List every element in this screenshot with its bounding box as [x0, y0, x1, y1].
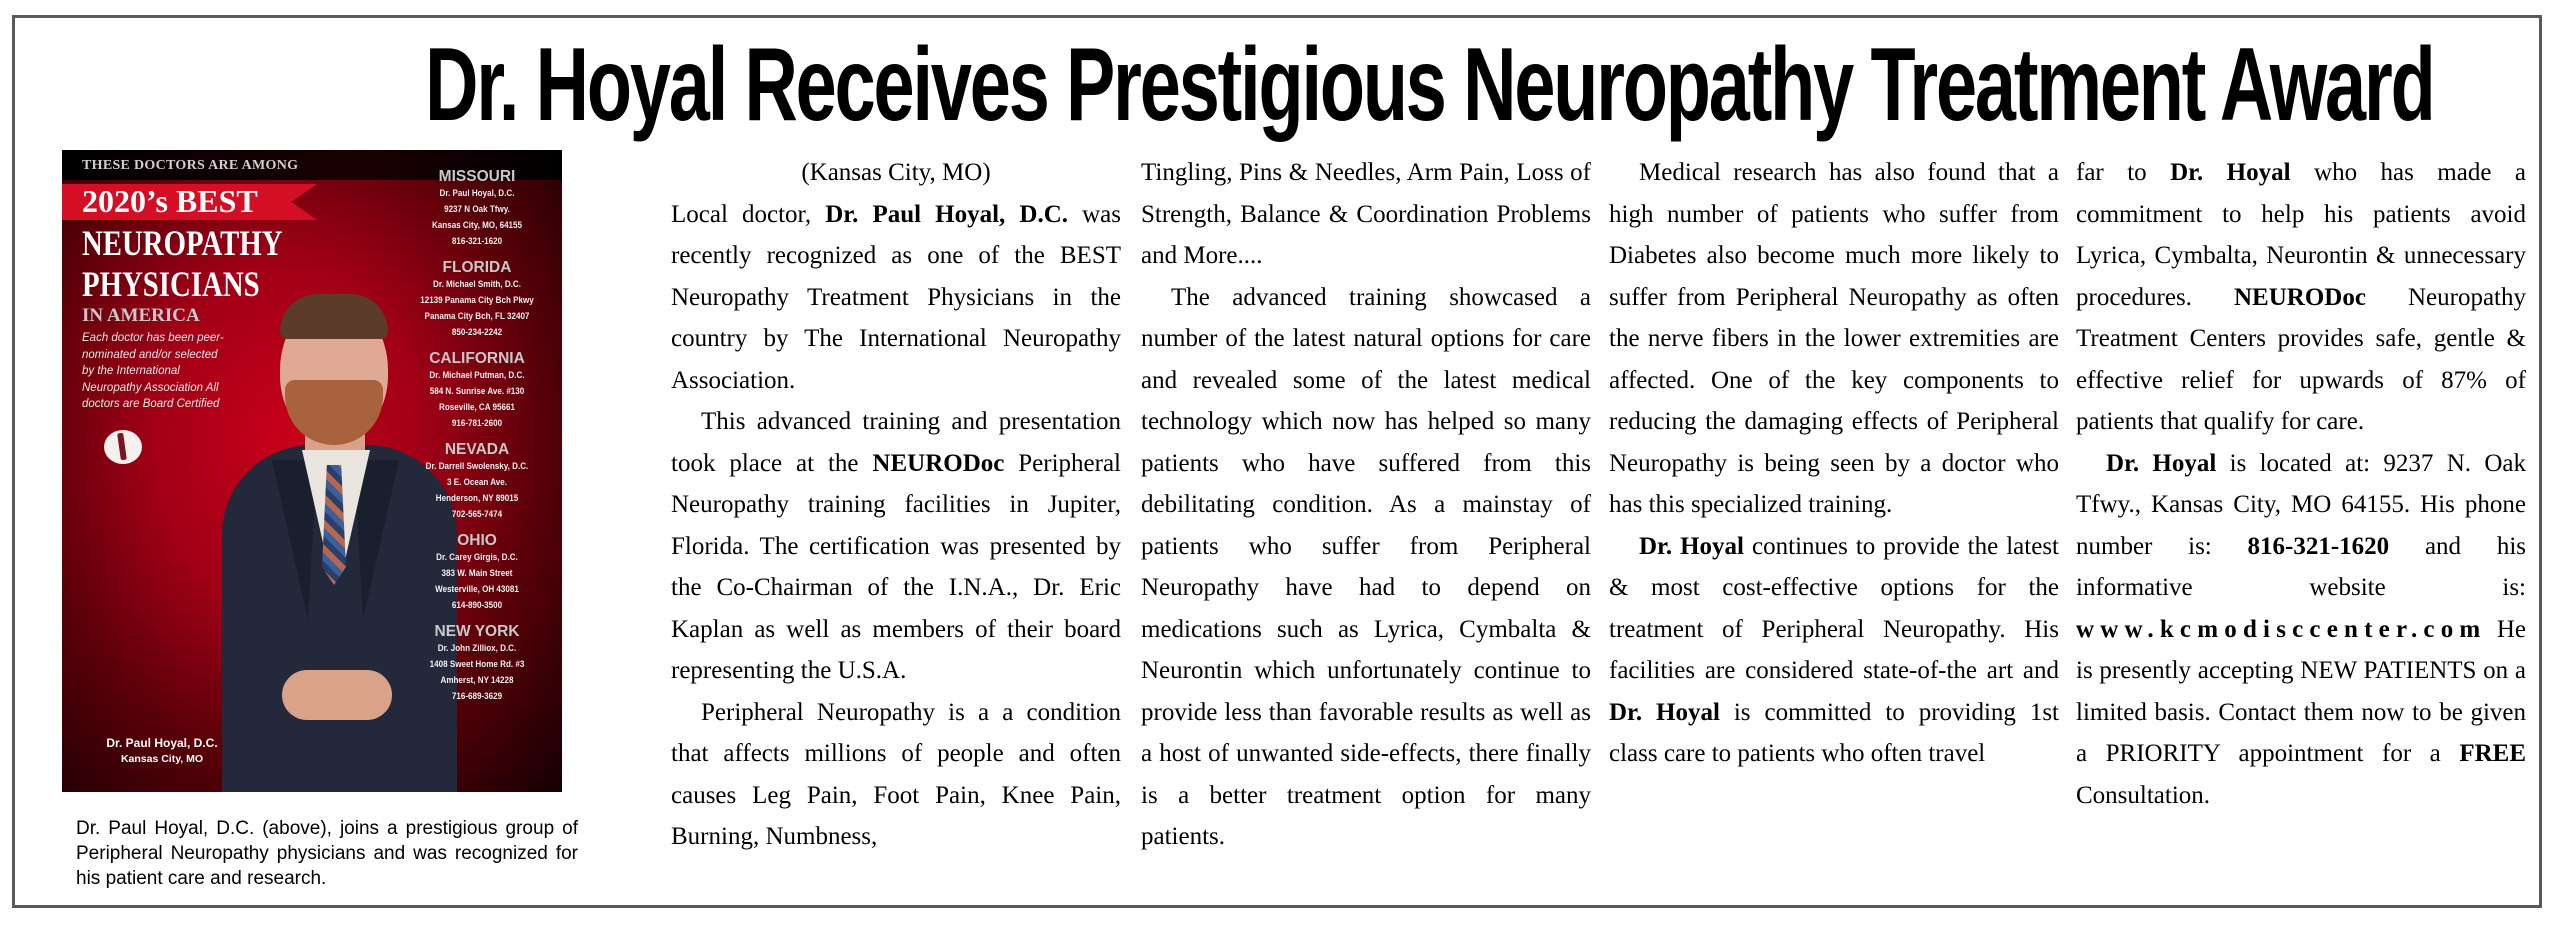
state-line: 716-689-3629 — [451, 691, 503, 702]
state-line: 12139 Panama City Bch Pkwy — [420, 295, 534, 306]
article-column-2 — [1141, 152, 1591, 858]
portrait-hair — [280, 294, 388, 339]
article-column-1 — [671, 152, 1121, 858]
text: Consultation. — [2076, 781, 2211, 809]
paragraph-continues — [1609, 526, 2059, 775]
state-entry — [402, 532, 552, 614]
state-line: 850-234-2242 — [451, 327, 503, 338]
state-name: NEW YORK — [434, 623, 520, 640]
paragraph-continues-cont — [2076, 152, 2526, 443]
photo-caption: Dr. Paul Hoyal, D.C. (above), joins a prestigious group of Peripheral Neuropathy physicians and was recognized for his patient care and research. — [76, 818, 578, 889]
text: Peripheral Neuropathy training facilities in Jupiter, Florida. The certification was presented by the Co-Chairman of the I.N.A., Dr. Eric Kaplan as well as members of their board representing the U.S.A. — [671, 449, 1122, 684]
state-entry — [402, 168, 552, 250]
free-bold: FREE — [2459, 740, 2526, 767]
portrait-hands — [282, 670, 392, 720]
text: He is presently accepting NEW PATIENTS on a limited basis. Contact them now to be given a PRIORITY appointment for a — [2076, 615, 2526, 767]
state-line: Dr. Michael Smith, D.C. — [433, 279, 521, 290]
headline — [15, 28, 2539, 143]
state-line: Panama City Bch, FL 32407 — [424, 311, 530, 322]
doctor-name-bold: Dr. Hoyal — [2170, 159, 2291, 186]
state-line: 9237 N Oak Tfwy. — [444, 204, 510, 215]
state-line: 614-890-3500 — [451, 600, 503, 611]
photo-subtitle: IN AMERICA — [82, 305, 200, 326]
state-line: 916-781-2600 — [451, 418, 503, 429]
doctor-name-bold: Dr. Paul Hoyal, D.C. — [825, 200, 1069, 228]
text: Local doctor, — [671, 200, 826, 228]
photo-doctor-name: Dr. Paul Hoyal, D.C. — [106, 736, 218, 750]
doctor-name-bold: Dr. Hoyal — [1609, 698, 1720, 726]
paragraph-contact — [2076, 443, 2526, 817]
text: was recently recognized as one of the BEST Neuropathy Treatment Physicians in the country by The International Neuropathy Association. — [671, 200, 1121, 394]
paragraph-condition-cont: Tingling, Pins & Needles, Arm Pain, Loss of Strength, Balance & Coordination Problems and More.... — [1141, 159, 1591, 269]
state-line: 816-321-1620 — [451, 236, 503, 247]
state-line: Dr. Darrell Swolensky, D.C. — [425, 461, 529, 472]
text: is committed to providing 1st class care to patients who often travel — [1609, 698, 2060, 767]
website-link[interactable]: www.kcmodisccenter.com — [2076, 615, 2487, 643]
text: continues to provide the latest & most cost-effective options for the treatment of Peripheral Neuropathy. His facilities are considered state-of-the art and — [1609, 532, 2059, 684]
paragraph-intro — [671, 194, 1121, 402]
paragraph-showcase: The advanced training showcased a number of the latest natural options for care and revealed some of the latest medical technology which now has helped so many patients who have suffered from this debilitating condition. As a mainstay of patients who suffer from Peripheral Neuropathy have had to depend on medications such as Lyrica, Cymbalta & Neurontin which unfortunately continue to provide less than favorable results as well as a host of unwanted side-effects, there finally is a better treatment option for many patients. — [1141, 283, 1591, 850]
text: This advanced training and presentation took place at the — [671, 408, 1121, 477]
state-entry — [402, 623, 552, 705]
photo-kicker: THESE DOCTORS ARE AMONG — [82, 158, 299, 173]
photo-title-line1: NEUROPATHY — [82, 223, 283, 263]
state-line: Dr. Michael Putman, D.C. — [429, 370, 525, 381]
ina-logo-icon — [104, 430, 142, 464]
state-line: Henderson, NY 89015 — [435, 493, 519, 504]
paragraph-training — [671, 401, 1121, 692]
state-line: Amherst, NY 14228 — [440, 675, 514, 686]
brand-bold: NEURODoc — [872, 449, 1005, 477]
text: Neuropathy Treatment Centers provides safe, gentle & effective relief for upwards of 87% of patients that qualify for care. — [2076, 283, 2526, 435]
state-entry — [402, 259, 552, 341]
article-column-4 — [2076, 152, 2526, 816]
photo-title-line2: PHYSICIANS — [82, 264, 260, 304]
paragraph-condition: Peripheral Neuropathy is a a condition that affects millions of people and often causes Leg Pain, Foot Pain, Knee Pain, Burning, Numbness, — [671, 698, 1121, 850]
state-line: Kansas City, MO, 64155 — [431, 220, 523, 231]
state-line: 584 N. Sunrise Ave. #130 — [429, 386, 525, 397]
state-line: Dr. John Zilliox, D.C. — [437, 643, 517, 654]
ribbon-text: 2020’s BEST — [82, 183, 258, 219]
brand-bold: NEURODoc — [2233, 283, 2366, 311]
paragraph-research: Medical research has also found that a high number of patients who suffer from Diabetes also become much more likely to suffer from Peripheral Neuropathy as often the nerve fibers in the lower extremities are affected. One of the key components to reducing the damaging effects of Peripheral Neuropathy is being seen by a doctor who has this specialized training. — [1609, 159, 2059, 518]
state-line: Roseville, CA 95661 — [438, 402, 515, 413]
state-entry — [402, 350, 552, 432]
article-column-3 — [1609, 152, 2059, 775]
state-line: Dr. Carey Girgis, D.C. — [436, 552, 518, 563]
text: is located at: 9237 N. Oak Tfwy., Kansas City, MO 64155. His phone number is: — [2076, 449, 2526, 560]
headline-text: Dr. Hoyal Receives Prestigious Neuropathy Treatment Award — [425, 27, 2434, 143]
state-line: 383 W. Main Street — [441, 568, 513, 579]
photo-blurb: Each doctor has been peer-nominated and/or selected by the International Neuropathy Association All doctors are Board Certified — [82, 332, 224, 410]
phone-number: 816-321-1620 — [2247, 532, 2390, 560]
photo-doctor-city: Kansas City, MO — [120, 753, 204, 765]
state-list — [402, 168, 552, 714]
state-name: MISSOURI — [438, 168, 516, 185]
state-line: Westerville, OH 43081 — [435, 584, 519, 595]
dateline: (Kansas City, MO) — [801, 159, 991, 186]
state-line: 3 E. Ocean Ave. — [446, 477, 508, 488]
state-line: Dr. Paul Hoyal, D.C. — [439, 188, 515, 199]
doctor-name-bold: Dr. Hoyal — [2106, 449, 2217, 477]
state-name: OHIO — [457, 532, 497, 549]
doctor-name-bold: Dr. Hoyal — [1639, 532, 1745, 560]
text: who has made a commitment to help his patients avoid Lyrica, Cymbalta, Neurontin & unnecessary procedures. — [2076, 159, 2526, 311]
state-line: 1408 Sweet Home Rd. #3 — [429, 659, 525, 670]
state-name: FLORIDA — [442, 259, 512, 276]
award-photo — [62, 150, 562, 792]
text: far to — [2076, 159, 2171, 186]
state-name: CALIFORNIA — [429, 350, 525, 367]
portrait-beard — [285, 380, 383, 445]
text: and his informative website is: — [2076, 532, 2526, 601]
state-line: 702-565-7474 — [451, 509, 503, 520]
photo-doctor-caption — [82, 735, 242, 767]
state-entry — [402, 441, 552, 523]
state-name: NEVADA — [444, 441, 510, 458]
